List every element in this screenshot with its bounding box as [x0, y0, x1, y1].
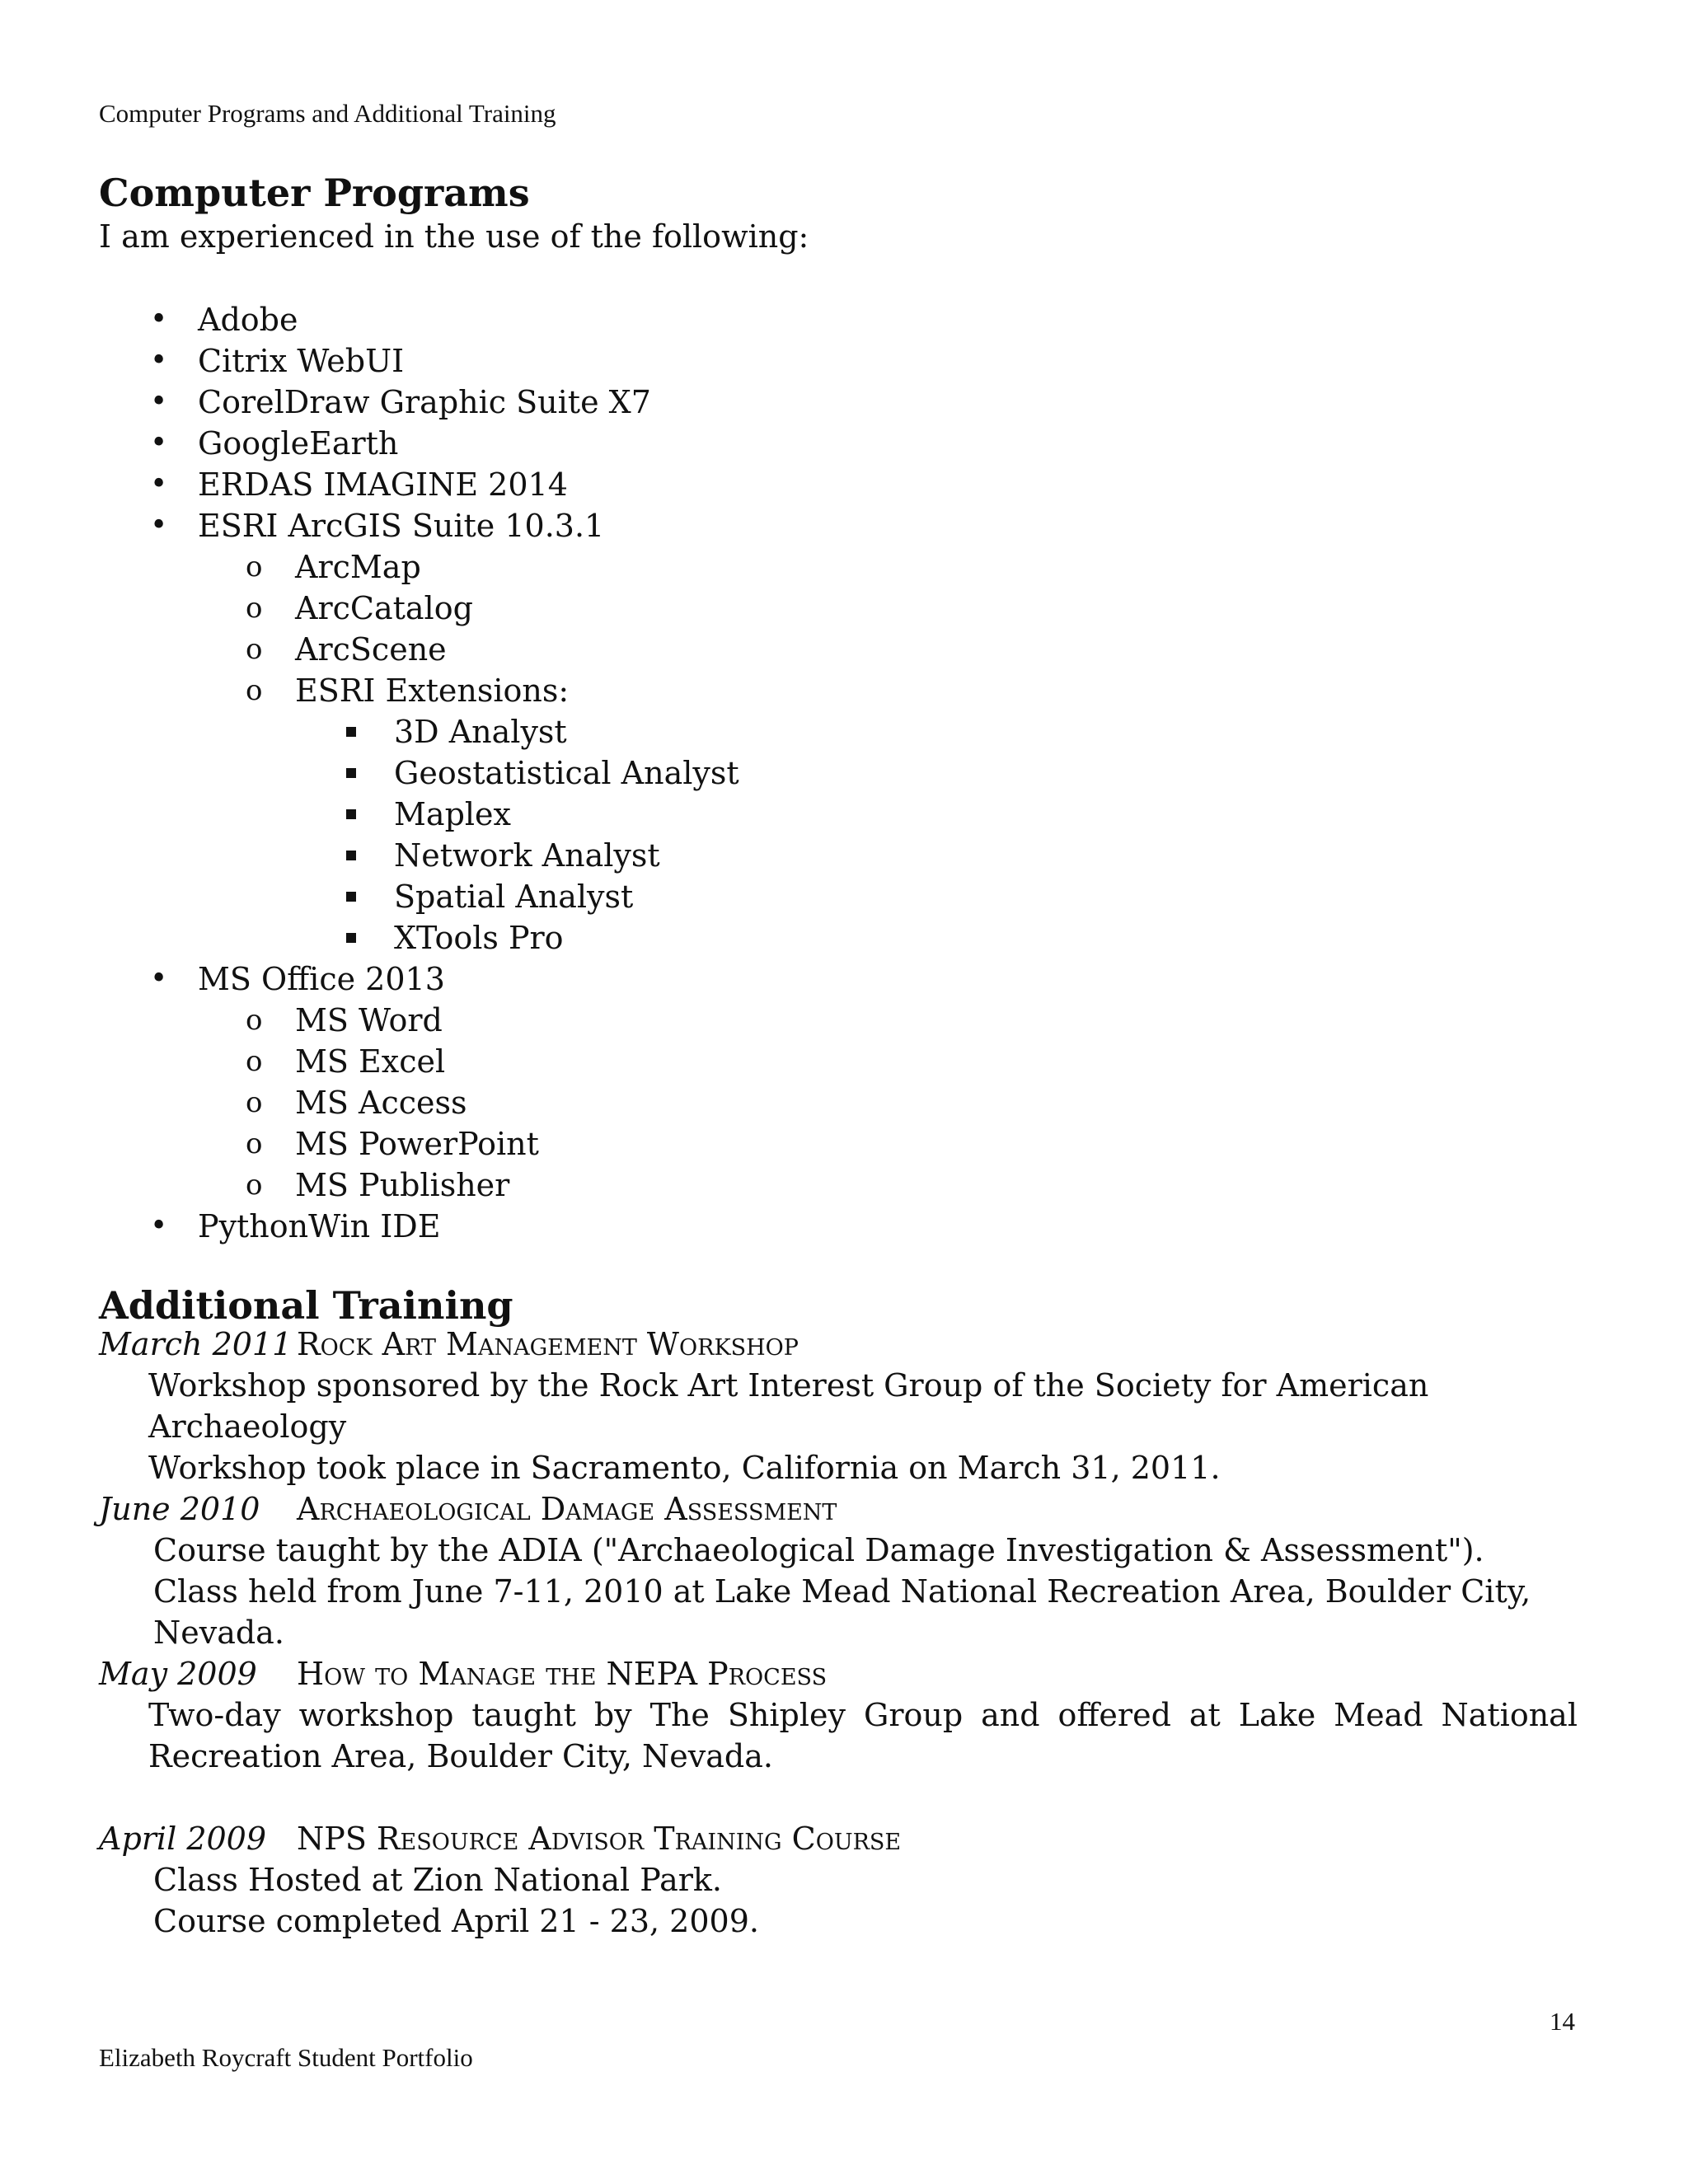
training-date: June 2010 [99, 1491, 260, 1527]
computer-programs-intro: I am experienced in the use of the following: [99, 218, 809, 255]
program-list-item [0, 1082, 1688, 1123]
running-header: Computer Programs and Additional Training [99, 99, 556, 128]
program-list-item [0, 1041, 1688, 1082]
square-bullet-icon [346, 851, 356, 860]
additional-training-heading: Additional Training [99, 1283, 513, 1328]
program-list-item [0, 546, 1688, 588]
training-entry [0, 1324, 1688, 1488]
running-footer: Elizabeth Roycraft Student Portfolio [99, 2043, 473, 2072]
program-name: ArcScene [295, 631, 447, 668]
training-title: Archaeological Damage Assessment [297, 1491, 837, 1527]
bullet-icon: • [150, 1209, 168, 1243]
circle-bullet-icon: o [246, 1004, 263, 1037]
program-name: GoogleEarth [198, 425, 399, 462]
circle-bullet-icon: o [246, 1169, 263, 1202]
program-name: Adobe [198, 302, 298, 338]
training-description: Course taught by the ADIA ("Archaeological Damage Investigation & Assessment"). [153, 1532, 1484, 1568]
program-name: Citrix WebUI [198, 343, 405, 379]
program-list-item [0, 711, 1688, 752]
program-name: XTools Pro [394, 920, 564, 956]
training-entry [0, 1818, 1688, 1942]
program-list-item [0, 794, 1688, 835]
program-name: MS Excel [295, 1043, 446, 1080]
bullet-icon: • [150, 962, 168, 996]
program-list-item [0, 629, 1688, 670]
page-number: 14 [1550, 2007, 1575, 2036]
program-name: 3D Analyst [394, 714, 567, 750]
circle-bullet-icon: o [246, 551, 263, 583]
bullet-icon: • [150, 344, 168, 377]
training-title: NPS Resource Advisor Training Course [297, 1821, 902, 1857]
computer-programs-heading: Computer Programs [99, 171, 530, 215]
circle-bullet-icon: o [246, 633, 263, 666]
training-description: Workshop sponsored by the Rock Art Interest Group of the Society for American Archaeology [148, 1367, 1429, 1445]
circle-bullet-icon: o [246, 674, 263, 707]
program-name: Spatial Analyst [394, 879, 634, 915]
program-list-item [0, 835, 1688, 876]
program-list-item [0, 1000, 1688, 1041]
program-list-item [0, 752, 1688, 794]
program-list-item [0, 299, 1688, 340]
training-description: Class Hosted at Zion National Park. [153, 1862, 722, 1898]
program-list-item [0, 505, 1688, 546]
bullet-icon: • [150, 426, 168, 460]
program-name: Maplex [394, 796, 511, 832]
training-description: Class held from June 7-11, 2010 at Lake Mead National Recreation Area, Boulder City, Nevada. [153, 1573, 1531, 1651]
program-name: ESRI Extensions: [295, 673, 570, 709]
program-name: MS Word [295, 1002, 443, 1038]
program-list-item [0, 423, 1688, 464]
program-name: ArcCatalog [295, 590, 473, 626]
bullet-icon: • [150, 385, 168, 419]
program-list [0, 299, 1688, 1247]
program-name: CorelDraw Graphic Suite X7 [198, 384, 651, 420]
square-bullet-icon [346, 809, 356, 819]
program-list-item [0, 1165, 1688, 1206]
program-name: Network Analyst [394, 837, 660, 874]
program-name: PythonWin IDE [198, 1208, 441, 1244]
program-name: MS Access [295, 1085, 467, 1121]
program-list-item [0, 917, 1688, 958]
program-name: ArcMap [295, 549, 421, 585]
program-name: MS PowerPoint [295, 1126, 539, 1162]
bullet-icon: • [150, 302, 168, 336]
training-date: March 2011 [99, 1326, 293, 1362]
program-list-item [0, 958, 1688, 1000]
training-date: May 2009 [99, 1656, 257, 1692]
program-list-item [0, 464, 1688, 505]
program-list-item [0, 670, 1688, 711]
program-list-item [0, 1206, 1688, 1247]
program-name: MS Publisher [295, 1167, 510, 1203]
program-list-item [0, 1123, 1688, 1165]
program-list-item [0, 876, 1688, 917]
square-bullet-icon [346, 727, 356, 737]
circle-bullet-icon: o [246, 592, 263, 625]
training-date: April 2009 [99, 1821, 267, 1857]
program-list-item [0, 340, 1688, 382]
square-bullet-icon [346, 892, 356, 902]
training-description: Workshop took place in Sacramento, California on March 31, 2011. [148, 1450, 1221, 1486]
circle-bullet-icon: o [246, 1127, 263, 1160]
circle-bullet-icon: o [246, 1086, 263, 1119]
program-list-item [0, 382, 1688, 423]
bullet-icon: • [150, 467, 168, 501]
program-name: Geostatistical Analyst [394, 755, 739, 791]
square-bullet-icon [346, 768, 356, 778]
training-description: Two-day workshop taught by The Shipley Group and offered at Lake Mead National Recreation Area, Boulder City, Nevada. [148, 1697, 1578, 1774]
square-bullet-icon [346, 933, 356, 943]
training-description: Course completed April 21 - 23, 2009. [153, 1903, 759, 1939]
bullet-icon: • [150, 509, 168, 542]
program-name: MS Office 2013 [198, 961, 445, 997]
program-list-item [0, 588, 1688, 629]
program-name: ESRI ArcGIS Suite 10.3.1 [198, 508, 605, 544]
training-entry [0, 1488, 1688, 1653]
training-title: How to Manage the NEPA Process [297, 1656, 828, 1692]
training-title: Rock Art Management Workshop [297, 1326, 799, 1362]
program-name: ERDAS IMAGINE 2014 [198, 466, 568, 503]
circle-bullet-icon: o [246, 1045, 263, 1078]
training-entry [0, 1653, 1688, 1777]
